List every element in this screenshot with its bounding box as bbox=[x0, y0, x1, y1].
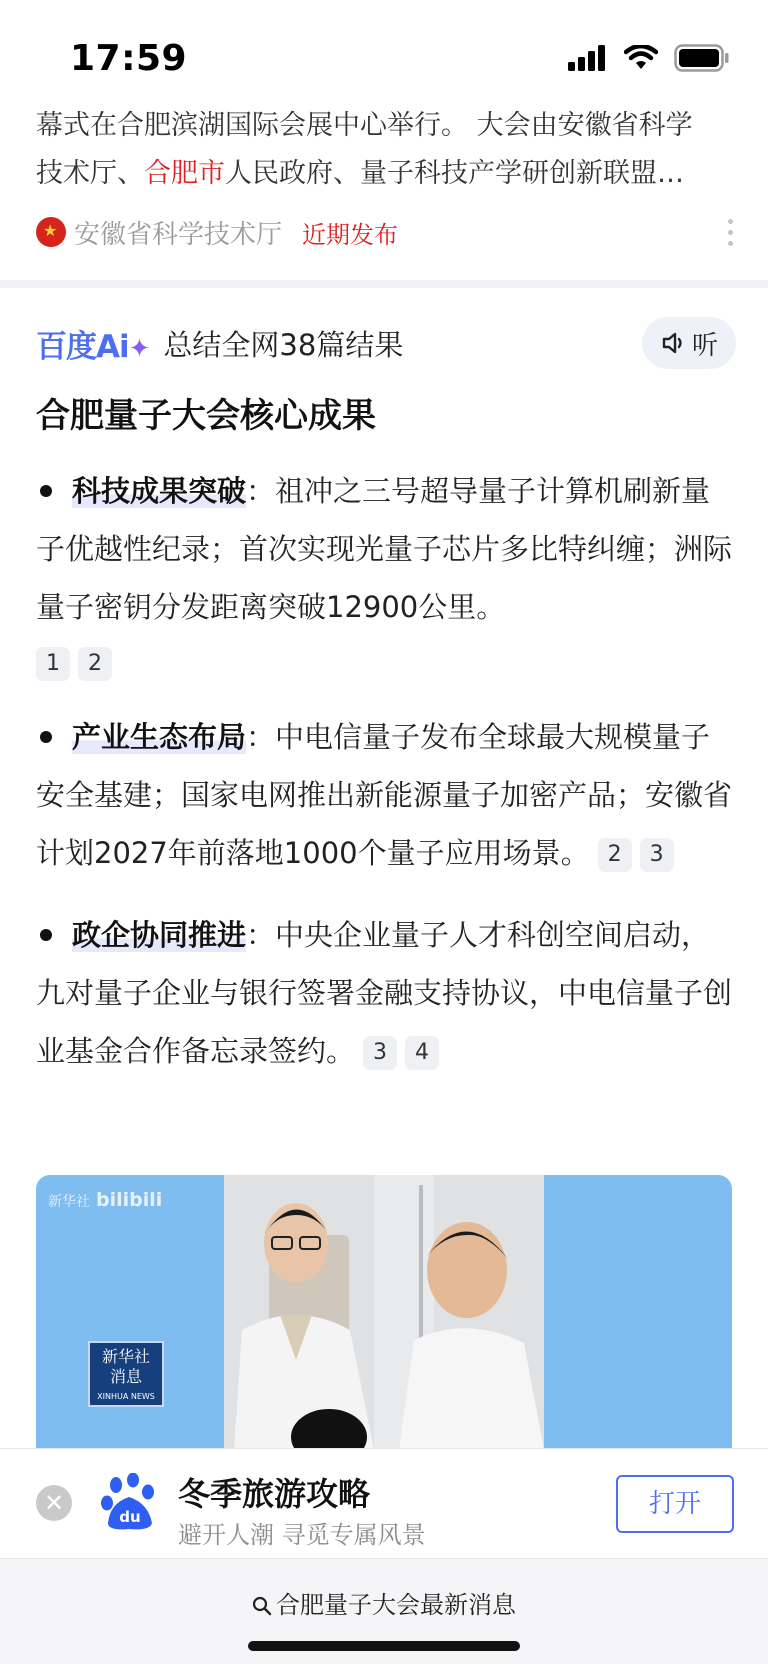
banner-title: 冬季旅游攻略 bbox=[178, 1475, 371, 1513]
video-scene-image bbox=[224, 1175, 544, 1450]
ai-answer-title: 合肥量子大会核心成果 bbox=[36, 396, 376, 436]
ai-logo-text: 百度Ai bbox=[36, 328, 129, 365]
bullet-dot bbox=[40, 731, 52, 743]
watermark-brand: bilibili bbox=[96, 1189, 163, 1211]
status-bar bbox=[0, 0, 768, 100]
more-options-icon[interactable] bbox=[728, 219, 736, 246]
baidu-ai-logo bbox=[36, 321, 149, 366]
citation-badge[interactable]: 2 bbox=[598, 838, 632, 872]
video-thumbnail[interactable] bbox=[36, 1175, 732, 1450]
listen-label: 听 bbox=[691, 330, 718, 361]
bullet-text: ：中电信量子发布全球最大规模量子安全基建；国家电网推出新能源量子加密产品；安徽省计划2027年前落地1000个量子应用场景。 bbox=[36, 720, 733, 870]
signal-icon bbox=[568, 45, 608, 71]
bullet-key: 科技成果突破 bbox=[72, 474, 247, 508]
bullet-text: ：祖冲之三号超导量子计算机刷新量子优越性纪录；首次实现光量子芯片多比特纠缠；洲际量子密钥分发距离突破12900公里。 bbox=[36, 474, 733, 624]
snippet-line-1: 幕式在合肥滨湖国际会展中心举行。 大会由安徽省科学 bbox=[36, 110, 693, 141]
bullet-item bbox=[36, 462, 732, 684]
citation-badge[interactable]: 4 bbox=[405, 1036, 439, 1070]
national-emblem-icon bbox=[36, 217, 66, 247]
ai-answer-bullets bbox=[36, 462, 732, 1104]
home-indicator[interactable] bbox=[248, 1641, 520, 1651]
xinhua-news-logo bbox=[88, 1341, 164, 1407]
citation-badge[interactable]: 2 bbox=[78, 647, 112, 681]
search-icon bbox=[252, 1596, 272, 1616]
bullet-dot bbox=[40, 485, 52, 497]
bullet-item bbox=[36, 708, 732, 882]
banner-subtitle: 避开人潮 寻觅专属风景 bbox=[178, 1521, 426, 1549]
news-logo-line1: 新华社 bbox=[101, 1347, 150, 1366]
citation-row bbox=[36, 640, 732, 684]
bullet-dot bbox=[40, 929, 52, 941]
news-logo-line3: XINHUA NEWS bbox=[97, 1392, 155, 1401]
source-tag: 近期发布 bbox=[302, 220, 399, 249]
previous-result[interactable] bbox=[36, 100, 736, 198]
bullet-text: ：中央企业量子人才科创空间启动，九对量子企业与银行签署金融支持协议，中电信量子创业基金合作备忘录签约。 bbox=[36, 918, 733, 1068]
citation-badge[interactable]: 1 bbox=[36, 647, 70, 681]
bullet-key: 政企协同推进 bbox=[72, 918, 247, 952]
listen-button[interactable] bbox=[642, 317, 736, 369]
citation-badge[interactable]: 3 bbox=[363, 1036, 397, 1070]
result-source-row bbox=[36, 210, 736, 254]
wifi-icon bbox=[624, 45, 658, 71]
video-watermark bbox=[48, 1189, 162, 1211]
bottom-search-bar[interactable] bbox=[0, 1558, 768, 1664]
status-icons bbox=[568, 44, 730, 72]
source-name[interactable]: 安徽省科学技术厅 bbox=[74, 219, 283, 250]
watermark-source: 新华社 bbox=[48, 1194, 90, 1210]
previous-result-snippet[interactable] bbox=[36, 102, 736, 198]
bullet-key: 产业生态布局 bbox=[72, 720, 247, 754]
open-app-button[interactable]: 打开 bbox=[616, 1475, 734, 1533]
svg-text:du: du bbox=[119, 1508, 141, 1526]
section-divider bbox=[0, 280, 768, 288]
bottom-search-query-row[interactable] bbox=[0, 1585, 768, 1620]
sparkle-icon: ✦ bbox=[128, 333, 150, 364]
status-time: 17:59 bbox=[70, 38, 188, 79]
speaker-icon bbox=[660, 330, 686, 356]
bottom-search-query: 合肥量子大会最新消息 bbox=[276, 1591, 516, 1619]
ai-summary-label: 总结全网38篇结果 bbox=[163, 327, 404, 362]
baidu-paw-icon bbox=[100, 1473, 158, 1531]
bullet-item bbox=[36, 906, 732, 1080]
ai-answer-header bbox=[36, 318, 736, 368]
close-icon[interactable]: ✕ bbox=[36, 1485, 72, 1521]
news-logo-line2: 消息 bbox=[109, 1367, 142, 1386]
video-frame bbox=[224, 1175, 544, 1450]
app-promo-banner bbox=[0, 1448, 768, 1559]
battery-icon bbox=[674, 44, 730, 72]
snippet-highlight: 合肥市 bbox=[144, 158, 225, 189]
snippet-line-2-end: 人民政府、量子科技产学研创新联盟… bbox=[225, 158, 684, 189]
citation-badge[interactable]: 3 bbox=[640, 838, 674, 872]
snippet-line-2-start: 技术厅、 bbox=[36, 158, 144, 189]
